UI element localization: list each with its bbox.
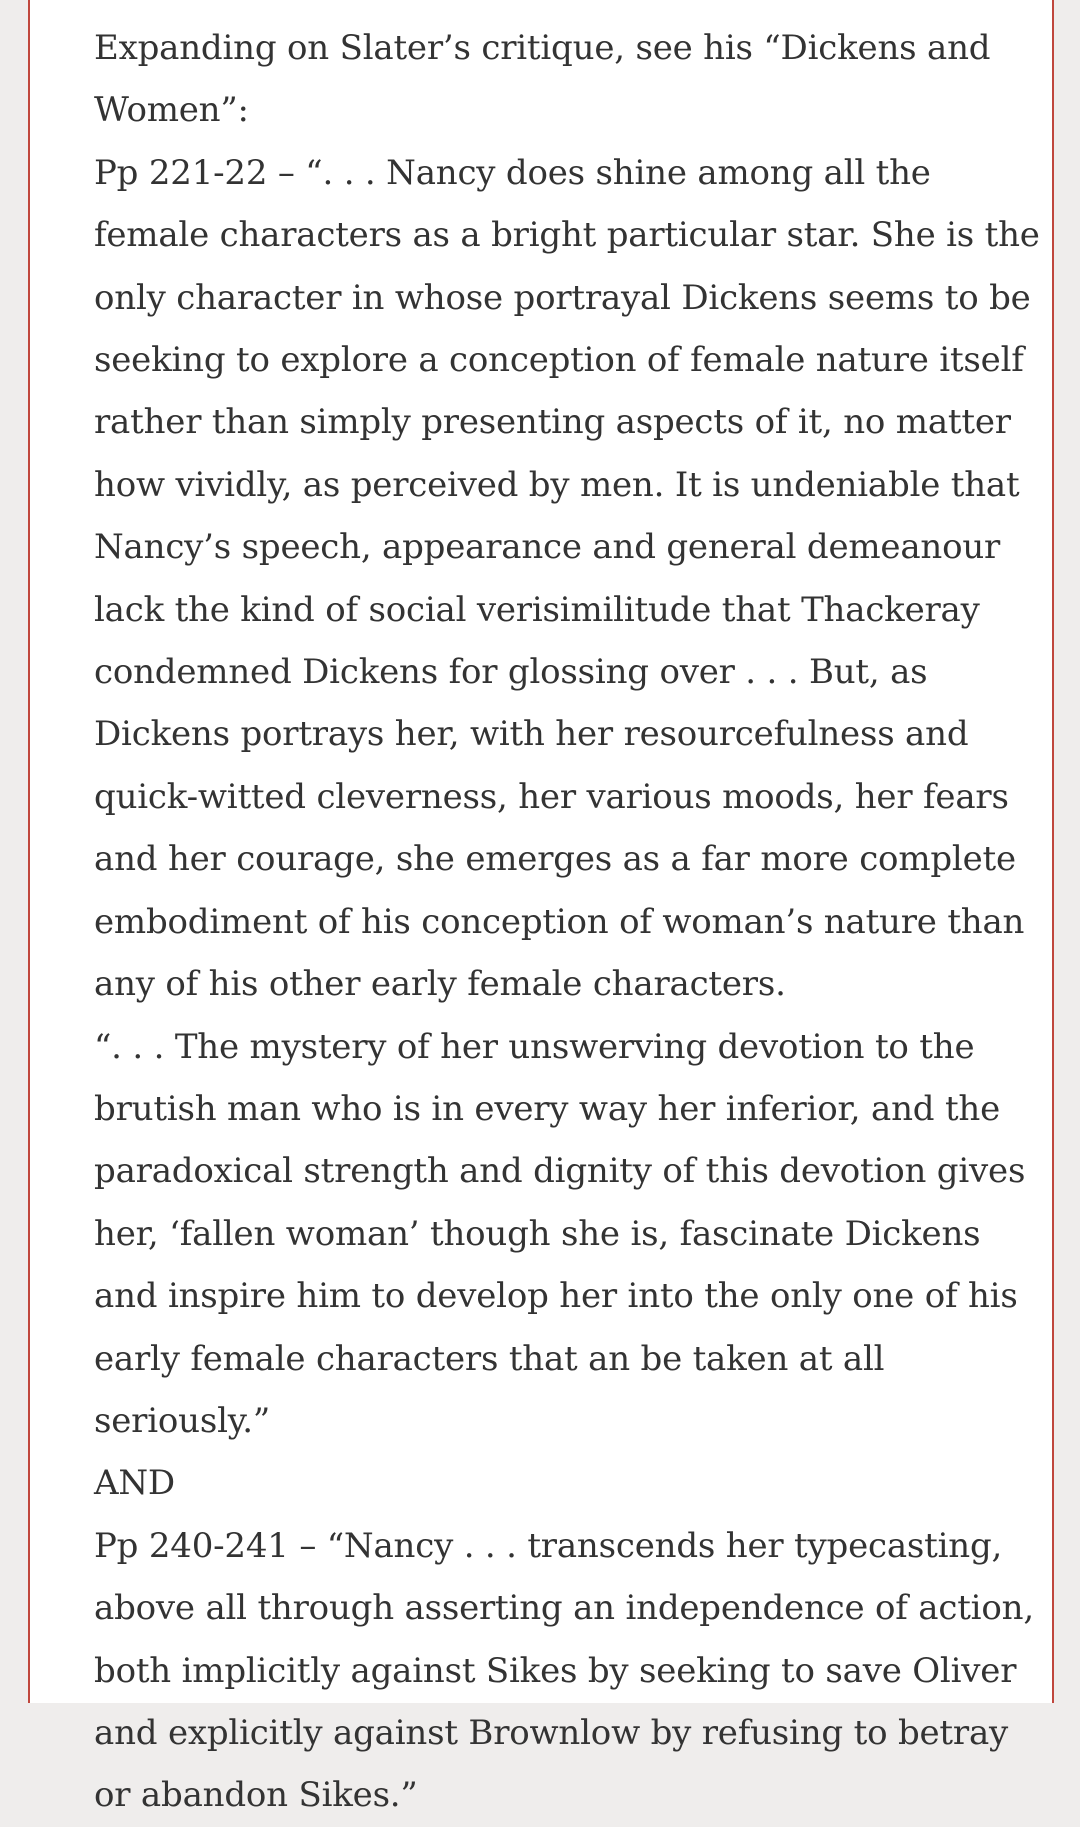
article-card: [28, 0, 1054, 1816]
quote-paragraph-pp-221-22: Pp 221-22 – “. . . Nancy does shine among all the female characters as a bright particular star. She is the only character in whose portrayal Dickens seems to be seeking to explore a conception of female nature itself rather than simply presenting aspects of it, no matter how vividly, as perceived by men. It is undeniable that Nancy’s speech, appearance and general demeanour lack the kind of social verisimilitude that Thackeray condemned Dickens for glossing over . . . But, as Dickens portrays her, with her resourcefulness and quick-witted cleverness, her various moods, her fears and her courage, she emerges as a far more complete embodiment of his conception of woman’s nature than any of his other early female characters.: [94, 152, 1040, 1005]
article-body: [94, 17, 1054, 1827]
and-separator: AND: [94, 1463, 175, 1504]
quote-paragraph-pp-240-241: Pp 240-241 – “Nancy . . . transcends her typecasting, above all through asserting an independence of action, both implicitly against Sikes by seeking to save Oliver and explicitly against Brownlow by refusing to betray or abandon Sikes.”: [94, 1525, 1034, 1816]
intro-paragraph: Expanding on Slater’s critique, see his “Dickens and Women”:: [94, 28, 991, 131]
quote-paragraph-continuation: “. . . The mystery of her unswerving devotion to the brutish man who is in every way her inferior, and the paradoxical strength and dignity of this devotion gives her, ‘fallen woman’ though she is, fascinate Dickens and inspire him to develop her into the only one of his early female characters that an be taken at all seriously.”: [94, 1026, 1026, 1441]
